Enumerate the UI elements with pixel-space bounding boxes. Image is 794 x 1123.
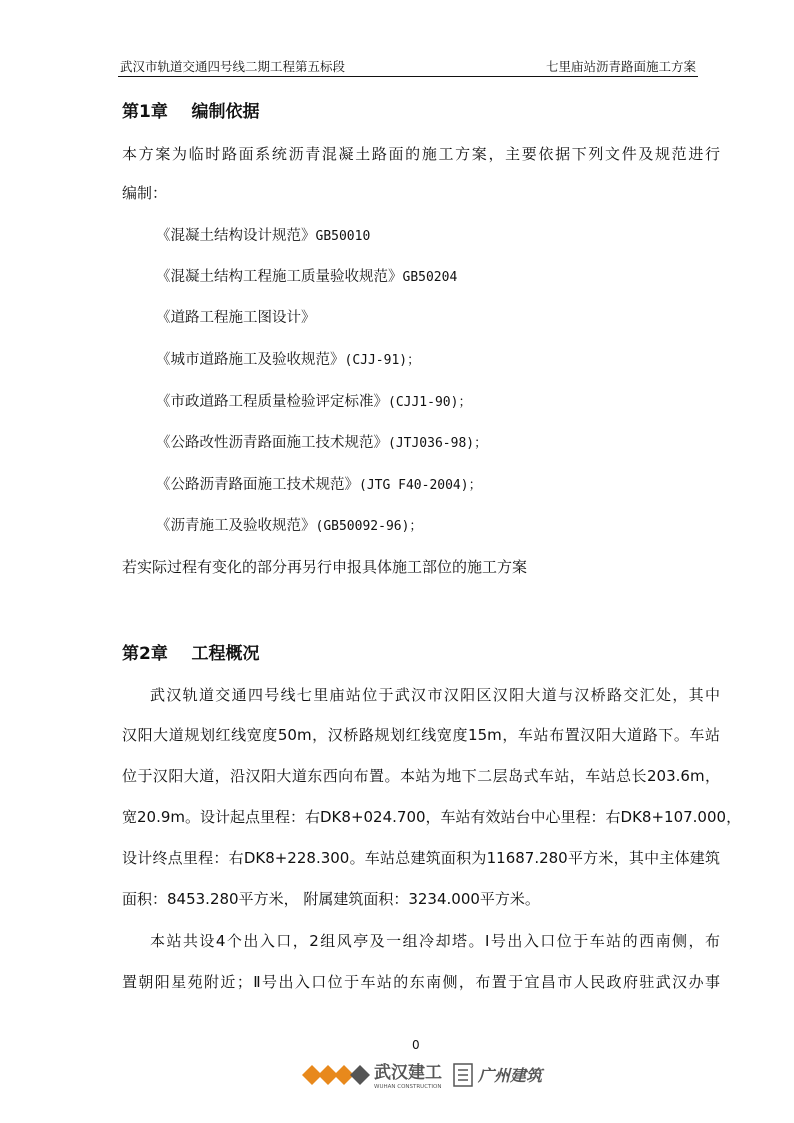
- reference-code: (JTG F40-2004)；: [359, 478, 482, 493]
- chapter-2-title: 第2章 工程概况: [122, 644, 260, 664]
- reference-item: [156, 224, 370, 245]
- reference-code: GB50204: [402, 270, 458, 285]
- reference-item: [156, 473, 482, 494]
- paragraph-line: 面积：8453.280平方米， 附属建筑面积：3234.000平方米。: [122, 890, 540, 908]
- page-number: 0: [412, 1038, 420, 1052]
- chapter-1-title: 第1章 编制依据: [122, 102, 260, 122]
- reference-code: GB50010: [315, 229, 371, 244]
- reference-name: 《沥青施工及验收规范》: [156, 518, 316, 534]
- header-project-name: 武汉市轨道交通四号线二期工程第五标段: [120, 59, 346, 74]
- reference-item: [156, 514, 422, 535]
- logo1-english: WUHAN CONSTRUCTION: [374, 1084, 442, 1090]
- paragraph-line: 设计终点里程：右DK8+228.300。车站总建筑面积为11687.280平方米，其中主体建筑: [122, 849, 720, 867]
- reference-item: [156, 306, 316, 327]
- reference-item: [156, 431, 487, 452]
- paragraph-line: 本站共设4个出入口，2组风亭及一组冷却塔。Ⅰ号出入口位于车站的西南侧，布: [150, 932, 720, 950]
- paragraph-line: 置朝阳星苑附近；Ⅱ号出入口位于车站的东南侧，布置于宜昌市人民政府驻武汉办事: [122, 973, 720, 991]
- paragraph-line: 位于汉阳大道，沿汉阳大道东西向布置。本站为地下二层岛式车站，车站总长203.6m，: [122, 767, 720, 785]
- reference-code: (JTJ036-98)；: [388, 436, 488, 451]
- paragraph-line: 汉阳大道规划红线宽度50m，汉桥路规划红线宽度15m，车站布置汉阳大道路下。车站: [122, 726, 720, 744]
- reference-name: 《公路改性沥青路面施工技术规范》: [156, 435, 388, 451]
- reference-item: [156, 390, 471, 411]
- reference-item: [156, 265, 457, 286]
- logo1-chinese: 武汉建工: [374, 1063, 442, 1083]
- reference-name: 《混凝土结构工程施工质量验收规范》: [156, 269, 403, 285]
- reference-code: (CJJ1-90)；: [388, 395, 472, 410]
- reference-name: 《混凝土结构设计规范》: [156, 228, 316, 244]
- reference-name: 《市政道路工程质量检验评定标准》: [156, 394, 388, 410]
- ch1-closing-note: 若实际过程有变化的部分再另行申报具体施工部位的施工方案: [122, 558, 528, 576]
- paragraph-line: 宽20.9m。设计起点里程：右DK8+024.700，车站有效站台中心里程：右DK8+107.000，: [122, 808, 742, 826]
- reference-name: 《公路沥青路面施工技术规范》: [156, 477, 359, 493]
- logo2-chinese: 广州建筑: [478, 1066, 543, 1085]
- reference-code: (GB50092-96)；: [315, 519, 423, 534]
- diamond-mark-icon: [302, 1065, 370, 1085]
- ch1-intro-line2: 编制：: [122, 184, 168, 202]
- ch1-intro-line1: 本方案为临时路面系统沥青混凝土路面的施工方案，主要依据下列文件及规范进行: [122, 145, 720, 163]
- reference-name: 《道路工程施工图设计》: [156, 310, 316, 326]
- header-document-title: 七里庙站沥青路面施工方案: [545, 59, 696, 74]
- page-header: [118, 54, 698, 77]
- footer-logos: [290, 1055, 560, 1095]
- wuhan-construction-logo: [290, 1055, 560, 1095]
- reference-item: [156, 348, 420, 369]
- paragraph-line: 武汉轨道交通四号线七里庙站位于武汉市汉阳区汉阳大道与汉桥路交汇处，其中: [150, 686, 720, 704]
- reference-name: 《城市道路施工及验收规范》: [156, 352, 345, 368]
- reference-code: (CJJ-91)；: [344, 353, 421, 368]
